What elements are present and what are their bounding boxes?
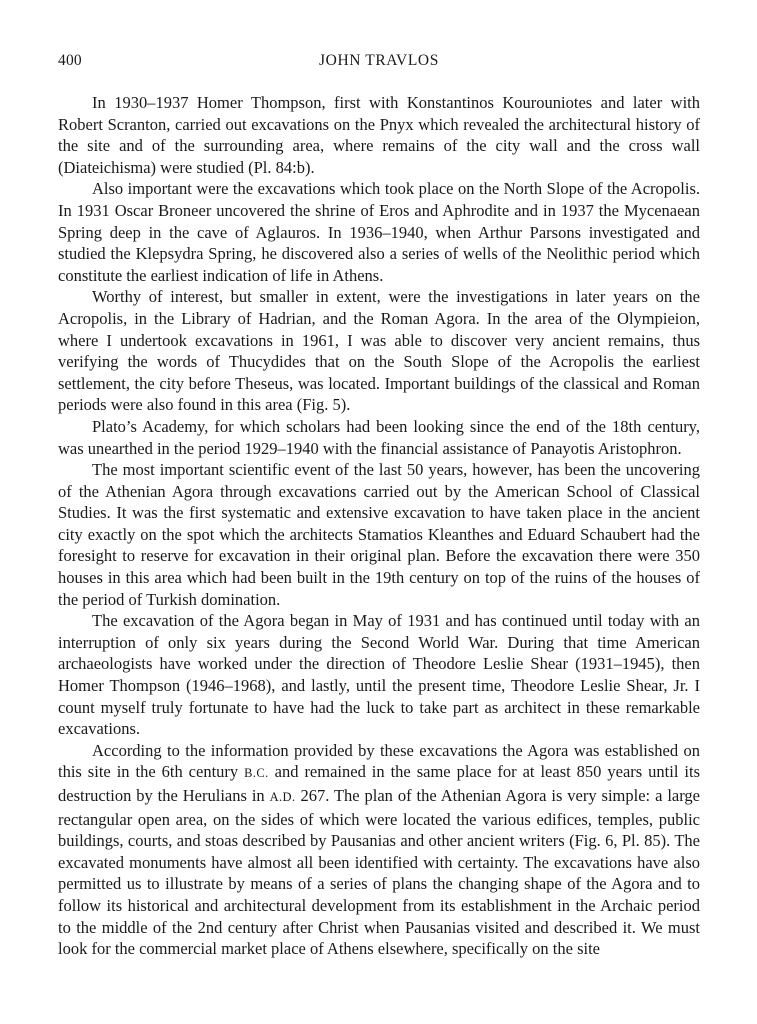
paragraph-agora-history xyxy=(58,740,700,960)
paragraph-agora-uncovering: The most important scientific event of the last 50 years, however, has been the uncovering of the Athenian Agora through excavations carried out by the American School of Classical Studies. It was the first systematic and extensive excavation to have taken place in the ancient city exactly on the spot which the architects Stamatios Kleanthes and Eduard Schaubert had the foresight to reserve for excavation in their original plan. Before the excavation there were 350 houses in this area which had been built in the 19th century on top of the ruins of the houses of the period of Turkish domination. xyxy=(58,460,700,609)
page-number: 400 xyxy=(58,52,82,69)
era-bc: B.C. xyxy=(244,766,269,781)
page xyxy=(58,52,700,960)
running-head-author: JOHN TRAVLOS xyxy=(319,52,439,69)
paragraph-agora-excavation: The excavation of the Agora began in May of 1931 and has continued until today with an interruption of only six years during the Second World War. During that time American archaeologists have worked under the direction of Theodore Leslie Shear (1931–1945), then Homer Thompson (1946–1968), and lastly, until the present time, Theodore Leslie Shear, Jr. I count myself truly fortunate to have had the luck to take part as architect in these remarkable excavations. xyxy=(58,611,700,739)
paragraph-pnyx: In 1930–1937 Homer Thompson, first with Konstantinos Kourouniotes and later with Robert Scranton, carried out excavations on the Pnyx which revealed the architectural history of the site and of the surrounding area, where remains of the city wall and the cross wall (Diateichisma) were studied (Pl. 84:b). xyxy=(58,93,700,177)
text-run: 267. The plan of the Athenian Agora is very simple: a large rectangular open area, on the sides of which were located the various edifices, temples, public buildings, courts, and stoas described by Pausanias and other ancient writers (Fig. 6, Pl. 85). The excavated monuments have almost all been identified with certainty. The excavations have also permitted us to illustrate by means of a series of plans the changing shape of the Agora and to follow its historical and architectural development from its establishment in the Archaic period to the middle of the 2nd century after Christ when Pausanias visited and described it. We must look for the commercial market place of Athens elsewhere, specifically on the site xyxy=(58,786,700,959)
text-run: According to the information provided by these excavations the Agora was established on this site in the 6th century xyxy=(58,740,700,782)
paragraph-later-investigations: Worthy of interest, but smaller in extent, were the investigations in later years on the Acropolis, in the Library of Hadrian, and the Roman Agora. In the area of the Olympieion, where I undertook excavations in 1961, I was able to discover very ancient remains, thus verifying the words of Thucydides that on the South Slope of the Acropolis the earliest settlement, the city before Theseus, was located. Important buildings of the classical and Roman periods were also found in this area (Fig. 5). xyxy=(58,287,700,415)
body-text xyxy=(58,92,700,960)
text-run: and remained in the same place for at least 850 years until its destruction by the Herulians in xyxy=(58,762,700,805)
era-ad: A.D. xyxy=(269,790,296,804)
running-head xyxy=(58,52,700,78)
paragraph-academy: Plato’s Academy, for which scholars had been looking since the end of the 18th century, was unearthed in the period 1929–1940 with the financial assistance of Panayotis Aristophron. xyxy=(58,416,700,458)
paragraph-north-slope: Also important were the excavations which took place on the North Slope of the Acropolis. In 1931 Oscar Broneer uncovered the shrine of Eros and Aphrodite and in 1937 the Mycenaean Spring deep in the cave of Aglauros. In 1936–1940, when Arthur Parsons investigated and studied the Klepsydra Spring, he discovered also a series of wells of the Neolithic period which constitute the earliest indication of life in Athens. xyxy=(58,179,700,285)
